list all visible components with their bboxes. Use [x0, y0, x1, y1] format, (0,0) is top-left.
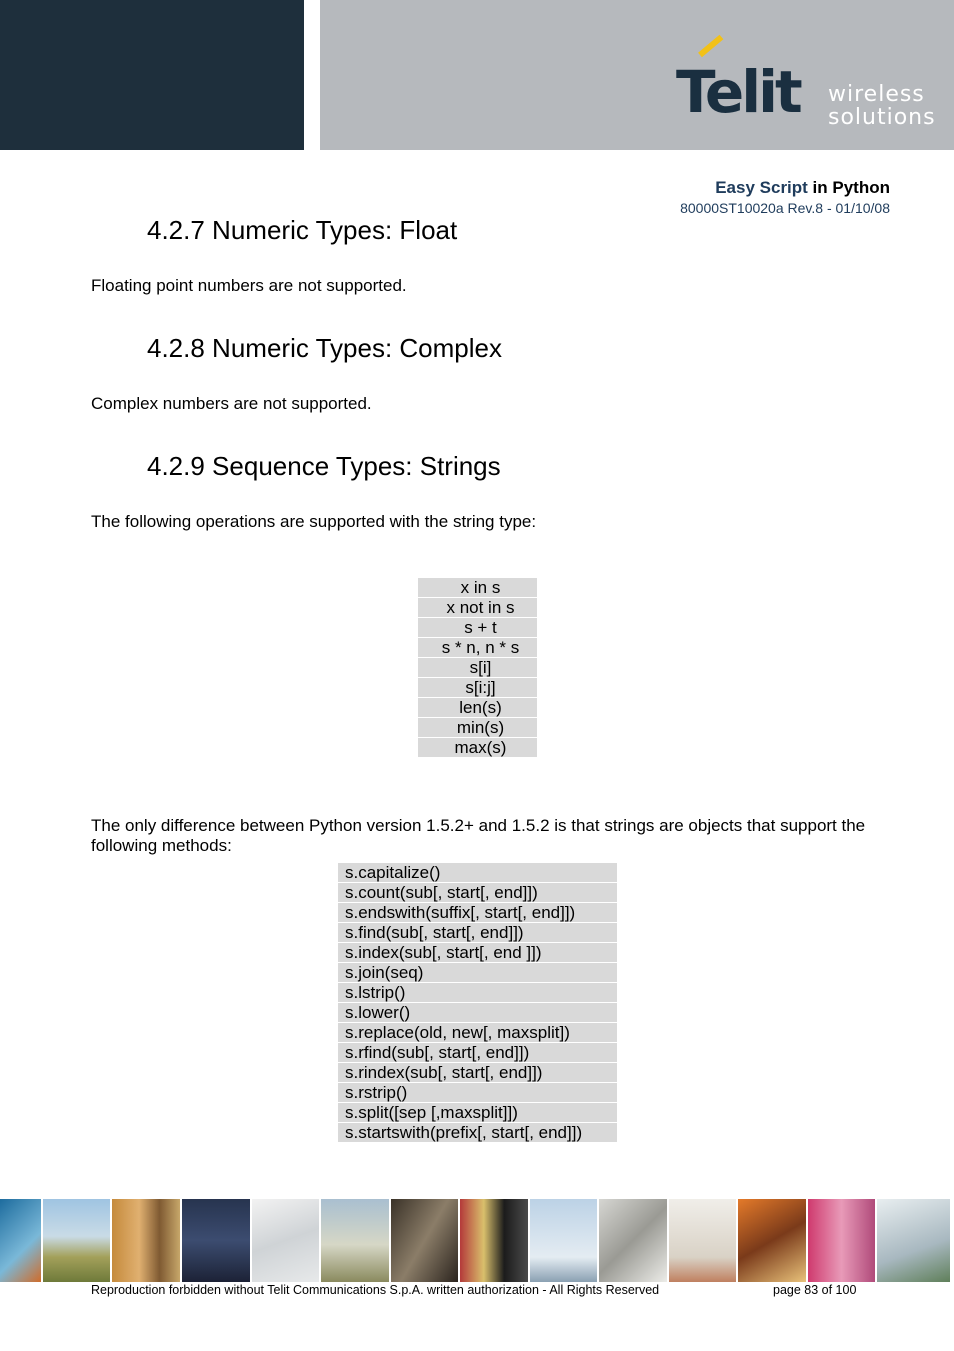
logo-wordmark: Telit [676, 58, 800, 126]
operation-row-cell: max(s) [418, 738, 538, 758]
operation-row [418, 698, 538, 718]
method-row-cell: s.index(sub[, start[, end ]]) [338, 943, 618, 963]
operation-row-cell: x in s [418, 578, 538, 598]
method-row-cell: s.split([sep [,maxsplit]]) [338, 1103, 618, 1123]
operation-row [418, 638, 538, 658]
method-row-cell: s.endswith(suffix[, start[, end]]) [338, 903, 618, 923]
footer-photo-strip [0, 1199, 954, 1282]
operation-row-cell: s[i:j] [418, 678, 538, 698]
photo-tile [0, 1199, 41, 1282]
photo-tile [738, 1199, 806, 1282]
photo-tile [391, 1199, 458, 1282]
photo-tile [43, 1199, 110, 1282]
photo-tile [599, 1199, 667, 1282]
method-row [338, 1003, 618, 1023]
method-row-cell: s.join(seq) [338, 963, 618, 983]
photo-tile [877, 1199, 950, 1282]
method-row [338, 1043, 618, 1063]
footer-page-number: page 83 of 100 [773, 1283, 857, 1297]
method-row-cell: s.lower() [338, 1003, 618, 1023]
operation-row [418, 618, 538, 638]
photo-tile [252, 1199, 319, 1282]
operation-row-cell: x not in s [418, 598, 538, 618]
operation-row-cell: s[i] [418, 658, 538, 678]
method-row [338, 1103, 618, 1123]
section-heading-float: 4.2.7 Numeric Types: Float [147, 215, 458, 245]
operation-row [418, 738, 538, 758]
section-body-complex: Complex numbers are not supported. [91, 394, 372, 413]
operation-row [418, 578, 538, 598]
operation-row [418, 658, 538, 678]
document-title-rest: in Python [807, 178, 890, 197]
string-operations-table [417, 577, 538, 758]
section-heading-complex: 4.2.8 Numeric Types: Complex [147, 333, 502, 363]
operation-row-cell: len(s) [418, 698, 538, 718]
method-row [338, 963, 618, 983]
operation-row [418, 598, 538, 618]
photo-tile [321, 1199, 389, 1282]
method-row-cell: s.rfind(sub[, start[, end]]) [338, 1043, 618, 1063]
method-row-cell: s.capitalize() [338, 863, 618, 883]
method-row-cell: s.rindex(sub[, start[, end]]) [338, 1063, 618, 1083]
method-row-cell: s.lstrip() [338, 983, 618, 1003]
photo-tile [460, 1199, 528, 1282]
method-row [338, 943, 618, 963]
method-row [338, 1083, 618, 1103]
section-body-float: Floating point numbers are not supported. [91, 276, 407, 295]
method-row-cell: s.rstrip() [338, 1083, 618, 1103]
logo-tagline-solutions: solutions [828, 105, 936, 130]
method-row [338, 863, 618, 883]
method-row-cell: s.replace(old, new[, maxsplit]) [338, 1023, 618, 1043]
document-title-accent: Easy Script [715, 178, 808, 197]
method-row [338, 1023, 618, 1043]
method-row [338, 983, 618, 1003]
photo-tile [182, 1199, 250, 1282]
method-row-cell: s.startswith(prefix[, start[, end]]) [338, 1123, 618, 1143]
method-row [338, 883, 618, 903]
method-row [338, 903, 618, 923]
methods-intro-text: The only difference between Python version 1.5.2+ and 1.5.2 is that strings are objects that support the following methods: [91, 816, 866, 855]
document-number: 80000ST10020a Rev.8 - 01/10/08 [680, 200, 890, 216]
operation-row-cell: s * n, n * s [418, 638, 538, 658]
document-title [715, 178, 890, 198]
operation-row [418, 718, 538, 738]
logo-tagline-wireless: wireless [828, 82, 925, 107]
footer-copyright: Reproduction forbidden without Telit Communications S.p.A. written authorization - All Rights Reserved [91, 1283, 660, 1297]
method-row [338, 1063, 618, 1083]
photo-tile [669, 1199, 736, 1282]
operation-row-cell: min(s) [418, 718, 538, 738]
method-row [338, 923, 618, 943]
method-row [338, 1123, 618, 1143]
string-methods-table [337, 862, 618, 1143]
operation-row-cell: s + t [418, 618, 538, 638]
section-body-strings: The following operations are supported with the string type: [91, 512, 537, 531]
photo-tile [808, 1199, 875, 1282]
method-row-cell: s.find(sub[, start[, end]]) [338, 923, 618, 943]
section-heading-strings: 4.2.9 Sequence Types: Strings [147, 451, 501, 481]
photo-tile [530, 1199, 597, 1282]
photo-tile [112, 1199, 180, 1282]
header-dark-panel [0, 0, 304, 150]
operation-row [418, 678, 538, 698]
method-row-cell: s.count(sub[, start[, end]]) [338, 883, 618, 903]
